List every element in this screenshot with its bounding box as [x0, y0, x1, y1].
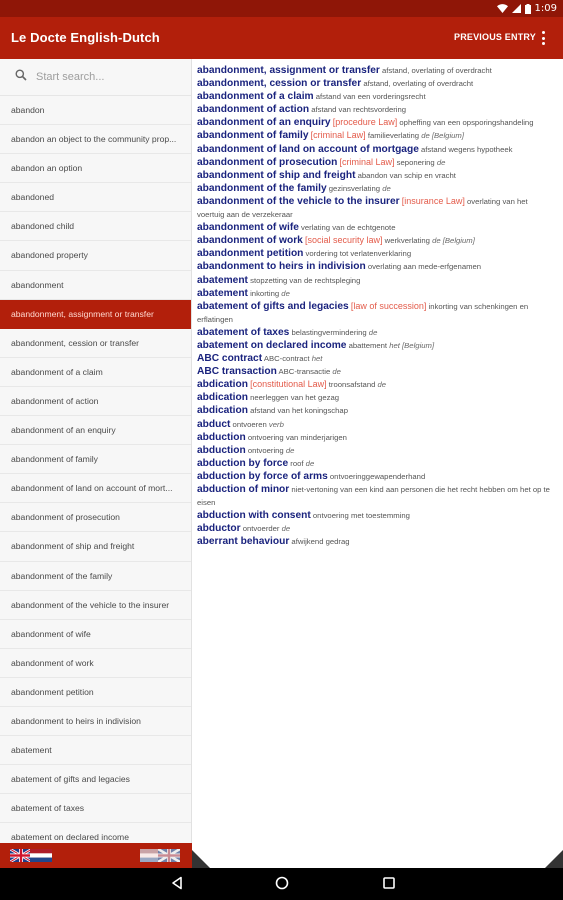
entry-translation: abattement [348, 340, 388, 350]
entry-headword[interactable]: abatement [197, 287, 248, 299]
entry-headword[interactable]: abandonment petition [197, 248, 304, 260]
entry-translation: afstand, overlating of overdracht [381, 66, 492, 75]
entry-headword[interactable]: abatement of gifts and legacies [197, 300, 349, 312]
entry-headword[interactable]: abdication [197, 379, 248, 391]
dictionary-entry [197, 509, 557, 522]
dictionary-entry [197, 339, 557, 352]
system-nav-bar [0, 868, 563, 900]
entry-translation: ontvoering van minderjarigen [247, 432, 347, 442]
battery-icon [525, 4, 531, 14]
entry-grammar: het [311, 354, 323, 364]
entry-translation: ABC-contract [263, 354, 310, 364]
dutch-english-toggle[interactable] [140, 849, 182, 862]
list-item[interactable]: abandonment of action [0, 387, 191, 416]
entry-translation: inkorting [250, 288, 280, 298]
entry-translation: afstand van een vorderingsrecht [315, 92, 426, 102]
entry-domain: [insurance Law] [401, 195, 465, 206]
entry-translation: werkverlating [384, 236, 430, 246]
entry-grammar: het [Belgium] [389, 340, 435, 350]
list-item[interactable]: abatement of gifts and legacies [0, 765, 191, 794]
entry-grammar: de [Belgium] [421, 131, 464, 141]
entry-headword[interactable]: abduct [197, 418, 231, 430]
entry-headword[interactable]: ABC contract [197, 353, 263, 365]
dictionary-entry [197, 483, 557, 509]
dictionary-entry [197, 221, 557, 234]
entry-grammar: de [436, 157, 446, 167]
entry-grammar: de [368, 327, 378, 337]
entry-domain: [social security law] [304, 235, 383, 246]
entry-translation: afstand, overlating of overdracht [363, 79, 474, 89]
entry-grammar: de [332, 367, 341, 377]
entry-domain: [constitutional Law] [250, 379, 327, 390]
entry-headword[interactable]: abandonment of action [197, 104, 310, 116]
entry-translation: afstand wegens hypotheek [421, 144, 513, 154]
dictionary-entry [197, 287, 557, 300]
entry-headword[interactable]: abandonment of land on account of mortgage [197, 143, 419, 155]
entry-headword[interactable]: ABC transaction [197, 366, 277, 378]
entry-grammar: de [281, 524, 291, 534]
list-item[interactable]: abandonment [0, 271, 191, 300]
entry-translation: vordering tot verlatenverklaring [305, 249, 412, 259]
entry-translation: afwijkend gedrag [291, 537, 350, 547]
entry-headword[interactable]: abduction by force [197, 457, 289, 469]
entry-translation: ontvoering met toestemming [312, 511, 410, 521]
recents-icon[interactable] [382, 876, 396, 890]
list-item[interactable]: abandonment of the family [0, 562, 191, 591]
dictionary-entry [197, 274, 557, 287]
entry-headword[interactable]: aberrant behaviour [197, 536, 290, 548]
entry-translation: overlating van het voertuig aan de verzekeraar [197, 196, 528, 220]
entry-domain: [criminal Law] [310, 130, 366, 141]
dictionary-entry [197, 90, 557, 103]
wifi-icon [497, 4, 508, 13]
entry-headword[interactable]: abdication [197, 392, 248, 404]
dictionary-entry [197, 143, 557, 156]
list-item[interactable]: abandon an option [0, 154, 191, 183]
dictionary-entry [197, 77, 557, 90]
status-bar [0, 0, 563, 17]
dictionary-entry [197, 326, 557, 339]
uk-flag-icon [10, 849, 32, 862]
dictionary-entry [197, 431, 557, 444]
list-item[interactable]: abandon [0, 96, 191, 125]
entry-translation: neerleggen van het gezag [250, 393, 339, 403]
entry-grammar: verb [268, 419, 284, 429]
dictionary-entry [197, 418, 557, 431]
list-item[interactable]: abandonment of prosecution [0, 503, 191, 532]
uk-flag-icon [158, 849, 180, 862]
dictionary-entry [197, 156, 557, 169]
list-item[interactable]: abandonment of work [0, 649, 191, 678]
list-item[interactable]: abandoned child [0, 212, 191, 241]
entry-headword[interactable]: abandonment of the vehicle to the insurer [197, 195, 400, 207]
entry-translation: ontvoerder [242, 524, 280, 534]
entry-list [192, 59, 563, 548]
status-time: 1:09 [534, 3, 557, 14]
entry-translation: inkorting van schenkingen en erflatingen [197, 301, 529, 324]
dictionary-entry [197, 64, 557, 77]
dictionary-entry [197, 234, 557, 247]
entry-grammar: de [285, 445, 295, 455]
entry-grammar: de [382, 183, 391, 193]
entry-headword[interactable]: abduction by force of arms [197, 470, 328, 482]
entry-translation: opheffing van een opsporingshandeling [399, 118, 534, 128]
dictionary-entry [197, 444, 557, 457]
dictionary-entry [197, 169, 557, 182]
list-item[interactable]: abandonment of a claim [0, 358, 191, 387]
entry-headword[interactable]: abandonment to heirs in indivision [197, 261, 366, 273]
list-item[interactable]: abatement of taxes [0, 794, 191, 823]
entry-headword[interactable]: abandonment of prosecution [197, 156, 338, 168]
entry-headword[interactable]: abandonment of ship and freight [197, 169, 356, 181]
entry-translation: seponering [396, 157, 435, 167]
entry-headword[interactable]: abduction [197, 431, 246, 443]
entry-translation: afstand van het koningschap [250, 406, 348, 416]
entry-domain: [procedure Law] [332, 117, 398, 128]
language-bar [0, 843, 192, 868]
entry-grammar: de [281, 288, 290, 298]
dictionary-entry [197, 195, 557, 221]
entry-translation: afstand van rechtsvordering [311, 105, 407, 115]
dictionary-entry [197, 404, 557, 417]
app-title: Le Docte English-Dutch [11, 30, 160, 45]
list-item[interactable]: abandonment of family [0, 445, 191, 474]
list-item[interactable]: abandonment of wife [0, 620, 191, 649]
entry-translation: belastingvermindering [291, 327, 367, 337]
entry-translation: stopzetting van de rechtspleging [250, 275, 361, 285]
list-item[interactable]: abandoned [0, 183, 191, 212]
signal-icon [512, 4, 521, 13]
overflow-menu-icon[interactable] [537, 29, 549, 47]
entry-headword[interactable]: abandonment of a claim [197, 91, 314, 103]
entry-headword[interactable]: abandonment of the family [197, 182, 327, 194]
list-item[interactable]: abandonment to heirs in indivision [0, 707, 191, 736]
back-icon[interactable] [170, 876, 184, 890]
list-item[interactable]: abandonment, cession or transfer [0, 329, 191, 358]
entry-grammar: de [Belgium] [432, 236, 475, 246]
entry-translation: gezinsverlating [328, 183, 381, 193]
dictionary-entry [197, 103, 557, 116]
list-item[interactable]: abandoned property [0, 241, 191, 270]
status-icons [497, 2, 557, 15]
entry-headword[interactable]: abdication [197, 405, 248, 417]
dictionary-entry [197, 260, 557, 273]
entry-headword[interactable]: abductor [197, 523, 241, 535]
dictionary-entry [197, 129, 557, 142]
list-item[interactable]: abatement on declared income [0, 823, 191, 843]
entry-domain: [law of succession] [350, 300, 427, 311]
dictionary-entry [197, 522, 557, 535]
list-item[interactable]: abandon an object to the community prop... [0, 125, 191, 154]
entry-headword[interactable]: abatement [197, 274, 248, 286]
list-item[interactable]: abandonment, assignment or transfer [0, 300, 191, 329]
dictionary-entry [197, 365, 557, 378]
dictionary-entry [197, 378, 557, 391]
list-item[interactable]: abandonment of ship and freight [0, 532, 191, 561]
entry-translation: niet-vertoning van een kind aan personen die het recht hebben om het op te eisen [197, 485, 550, 508]
entry-headword[interactable]: abandonment, assignment or transfer [197, 65, 380, 76]
entry-grammar: de [377, 380, 387, 390]
headword-list [0, 96, 191, 843]
entry-translation: ontvoeren [232, 419, 267, 429]
dictionary-entry [197, 182, 557, 195]
entry-translation: ABC-transactie [278, 367, 331, 377]
entry-translation: roof [290, 458, 304, 468]
dictionary-entry [197, 391, 557, 404]
list-item[interactable]: abatement [0, 736, 191, 765]
entry-grammar: de [305, 458, 315, 468]
entry-headword[interactable]: abduction of minor [197, 484, 290, 495]
list-item[interactable]: abandonment of an enquiry [0, 416, 191, 445]
entry-translation: familieverlating [367, 131, 420, 141]
english-dutch-toggle[interactable] [10, 849, 52, 862]
dictionary-entry [197, 470, 557, 483]
home-icon[interactable] [275, 876, 289, 890]
entry-headword[interactable]: abandonment of family [197, 130, 309, 142]
entry-domain: [criminal Law] [339, 156, 395, 167]
list-item[interactable]: abandonment petition [0, 678, 191, 707]
page-corner-left-icon[interactable] [192, 850, 210, 868]
list-item[interactable]: abandonment of the vehicle to the insurer [0, 591, 191, 620]
search-icon [15, 69, 27, 81]
page-corner-right-icon[interactable] [545, 850, 563, 868]
sidebar [0, 59, 192, 843]
dictionary-entry [197, 116, 557, 129]
netherlands-flag-icon [30, 849, 52, 862]
dictionary-entry [197, 457, 557, 470]
entry-translation: verlating van de echtgenote [301, 223, 396, 233]
entry-headword[interactable]: abandonment of work [197, 235, 303, 247]
previous-entry-button[interactable]: PREVIOUS ENTRY [454, 32, 536, 42]
dictionary-entry [197, 352, 557, 365]
entry-translation: overlating aan mede-erfgenamen [367, 262, 482, 272]
entry-translation: ontvoering [247, 445, 284, 455]
dictionary-entry [197, 300, 557, 326]
entry-headword[interactable]: abandonment of an enquiry [197, 117, 331, 129]
entry-headword[interactable]: abatement on declared income [197, 339, 347, 351]
search-box [0, 59, 191, 96]
entry-translation: troonsafstand [328, 380, 376, 390]
entry-translation: abandon van schip en vracht [357, 170, 456, 180]
entry-headword[interactable]: abatement of taxes [197, 326, 290, 338]
entry-translation: ontvoeringgewapenderhand [329, 471, 426, 481]
search-input[interactable] [36, 68, 186, 86]
entry-headword[interactable]: abandonment, cession or transfer [197, 78, 362, 90]
entry-headword[interactable]: abduction [197, 444, 246, 456]
dictionary-entry [197, 247, 557, 260]
dictionary-entry [197, 535, 557, 548]
entry-content [192, 59, 563, 868]
app-bar [0, 17, 563, 59]
entry-headword[interactable]: abduction with consent [197, 510, 311, 522]
entry-headword[interactable]: abandonment of wife [197, 222, 299, 234]
list-item[interactable]: abandonment of land on account of mort... [0, 474, 191, 503]
